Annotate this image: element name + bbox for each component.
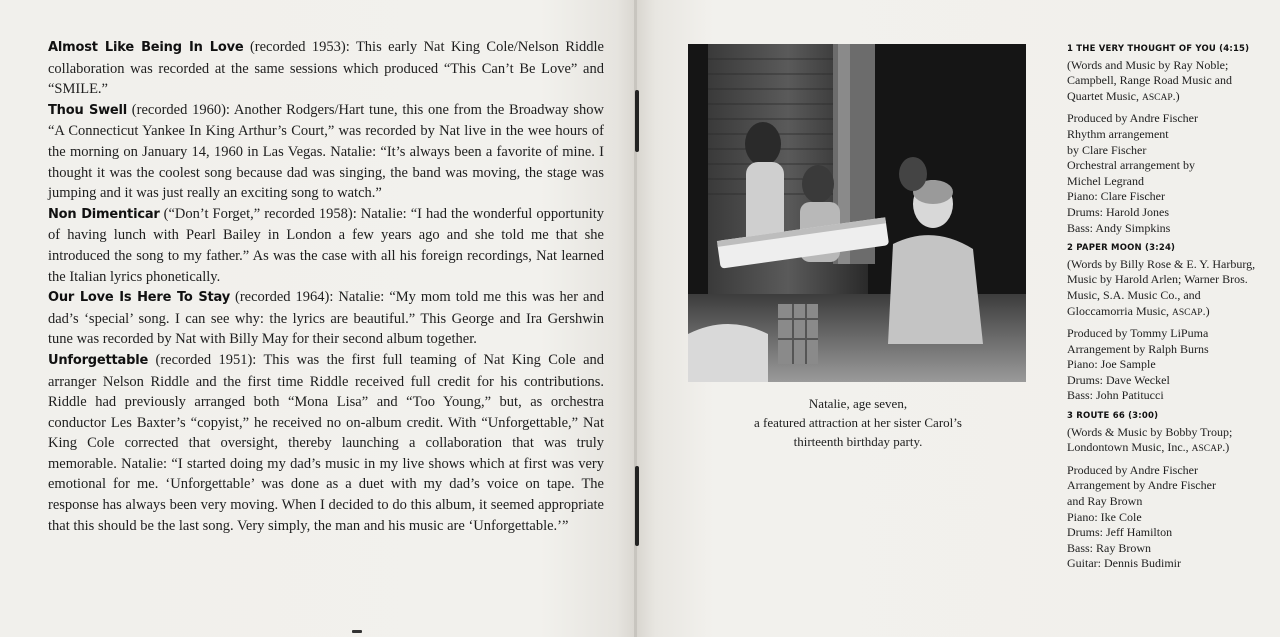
personnel-line: Drums: Jeff Hamilton xyxy=(1067,525,1173,540)
song-title: Thou Swell xyxy=(48,102,128,118)
entry-text: (“Don’t Forget,” recorded 1958): Natalie: “I had the wonderful opportunity of having lunch with Pearl Bailey in London a few years ago and she told me that she introduced the song to my father.” As was the case with all his foreign recordings, Nat learned the Italian lyrics phonetically. xyxy=(48,205,605,285)
publishing-text: (Words and Music by Ray Noble; Campbell, Range Road Music and Quartet Music, xyxy=(1067,57,1232,103)
personnel-line: and Ray Brown xyxy=(1067,494,1143,509)
entry-almost-like-being-in-love xyxy=(48,37,604,100)
personnel-line: Guitar: Dennis Budimir xyxy=(1067,556,1181,571)
personnel-line: Bass: Ray Brown xyxy=(1067,540,1151,555)
personnel-line: by Clare Fischer xyxy=(1067,142,1147,157)
song-title: Almost Like Being In Love xyxy=(48,40,244,55)
entry-thou-swell xyxy=(48,100,604,204)
publishing-end: .) xyxy=(1202,303,1210,318)
personnel-list xyxy=(1067,111,1263,236)
personnel-line: Arrangement by Ralph Burns xyxy=(1067,341,1209,356)
personnel-list xyxy=(1067,326,1263,404)
personnel-line: Piano: Clare Fischer xyxy=(1067,189,1165,204)
personnel-line: Rhythm arrangement xyxy=(1067,126,1169,141)
entry-text: (recorded 1960): Another Rodgers/Hart tune, this one from the Broadway show “A Connecticut Yankee In King Arthur’s Court,” was recorded by Nat live in the wee hours of the morning on January 14, 1960 in Las Vegas. Natalie: “It’s always been a favorite of mine. I thought it was the coolest song because dad was singing, the band was moving, the stage was jumping and it was just really an exciting song to watch.” xyxy=(48,101,605,202)
entry-unforgettable xyxy=(48,350,604,536)
personnel-line: Piano: Ike Cole xyxy=(1067,509,1142,524)
publishing-end: .) xyxy=(1222,440,1230,455)
publishing-society: ASCAP xyxy=(1191,444,1223,455)
party-photo xyxy=(688,44,1026,382)
caption-line: a featured attraction at her sister Carol’s xyxy=(754,415,962,430)
track-heading: 3 ROUTE 66 (3:00) xyxy=(1067,411,1159,422)
entry-text: (recorded 1953): This early Nat King Cole/Nelson Riddle collaboration was recorded at the same sessions which produced “This Can’t Be Love” and “SMILE.” xyxy=(48,39,604,98)
publishing-end: .) xyxy=(1172,88,1180,103)
caption-line: thirteenth birthday party. xyxy=(793,434,923,449)
staple-top xyxy=(635,90,639,152)
publishing-text: (Words by Billy Rose & E. Y. Harburg, Music by Harold Arlen; Warner Bros. Music, S.A. Music Co., and Gloccamorria Music, xyxy=(1067,256,1256,318)
song-title: Non Dimenticar xyxy=(48,206,160,222)
track-heading: 2 PAPER MOON (3:24) xyxy=(1067,243,1176,254)
staple-bottom xyxy=(635,466,639,546)
track-credit xyxy=(1067,241,1263,404)
personnel-line: Arrangement by Andre Fischer xyxy=(1067,478,1216,493)
track-credit xyxy=(1067,42,1263,236)
personnel-line: Piano: Joe Sample xyxy=(1067,357,1156,372)
personnel-line: Orchestral arrangement by xyxy=(1067,158,1195,173)
personnel-line: Bass: Andy Simpkins xyxy=(1067,220,1171,235)
personnel-line: Produced by Tommy LiPuma xyxy=(1067,326,1209,341)
publishing-society: ASCAP xyxy=(1171,307,1203,318)
entry-our-love-is-here-to-stay xyxy=(48,287,604,350)
publishing-credit xyxy=(1067,425,1263,458)
personnel-line: Produced by Andre Fischer xyxy=(1067,462,1198,477)
publishing-credit xyxy=(1067,257,1263,321)
liner-notes xyxy=(48,37,604,536)
caption-line: Natalie, age seven, xyxy=(808,396,908,411)
party-photo-image xyxy=(688,44,1026,382)
entry-text: (recorded 1964): Natalie: “My mom told me this was her and dad’s ‘special’ song. I can see why: the lyrics are beautiful.” This George and Ira Gershwin tune was recorded by Nat with Billy May for their second album together. xyxy=(48,289,604,348)
publishing-credit xyxy=(1067,58,1263,107)
personnel-line: Drums: Harold Jones xyxy=(1067,204,1169,219)
personnel-line: Bass: John Patitucci xyxy=(1067,388,1164,403)
personnel-line: Drums: Dave Weckel xyxy=(1067,372,1170,387)
song-title: Unforgettable xyxy=(48,352,149,368)
song-title: Our Love Is Here To Stay xyxy=(48,290,230,306)
track-credit xyxy=(1067,409,1263,572)
publishing-text: (Words & Music by Bobby Troup; Londontown Music, Inc., xyxy=(1067,424,1233,455)
personnel-line: Produced by Andre Fischer xyxy=(1067,111,1198,126)
publishing-society: ASCAP xyxy=(1141,92,1173,103)
personnel-list xyxy=(1067,463,1263,572)
track-heading: 1 THE VERY THOUGHT OF YOU (4:15) xyxy=(1067,44,1250,54)
photo-caption xyxy=(724,394,992,451)
page-mark xyxy=(352,630,362,633)
entry-text: (recorded 1951): This was the first full teaming of Nat King Cole and arranger Nelson Riddle and the first time Riddle received full credit for his contributions. Riddle had previously arranged both “Mona Lisa” and “Too Young,” but, as orchestra conductor Les Baxter’s “copyist,” he received no on-album credit. With “Unforgettable,” Nat King Cole corrected that oversight, thereby launching a collaboration that was truly memorable. Natalie: “I started doing my dad’s music in my live shows which at first was very emotional for me. ‘Unforgettable’ was done as a duet with my dad’s voice on tape. The response has always been very moving. When I decided to do this album, it seemed appropriate that this should be the last song. Very simply, the man and his music are ‘Unforgettable.’” xyxy=(48,351,604,534)
track-credits xyxy=(1067,42,1263,577)
entry-non-dimenticar xyxy=(48,204,604,287)
personnel-line: Michel Legrand xyxy=(1067,173,1144,188)
